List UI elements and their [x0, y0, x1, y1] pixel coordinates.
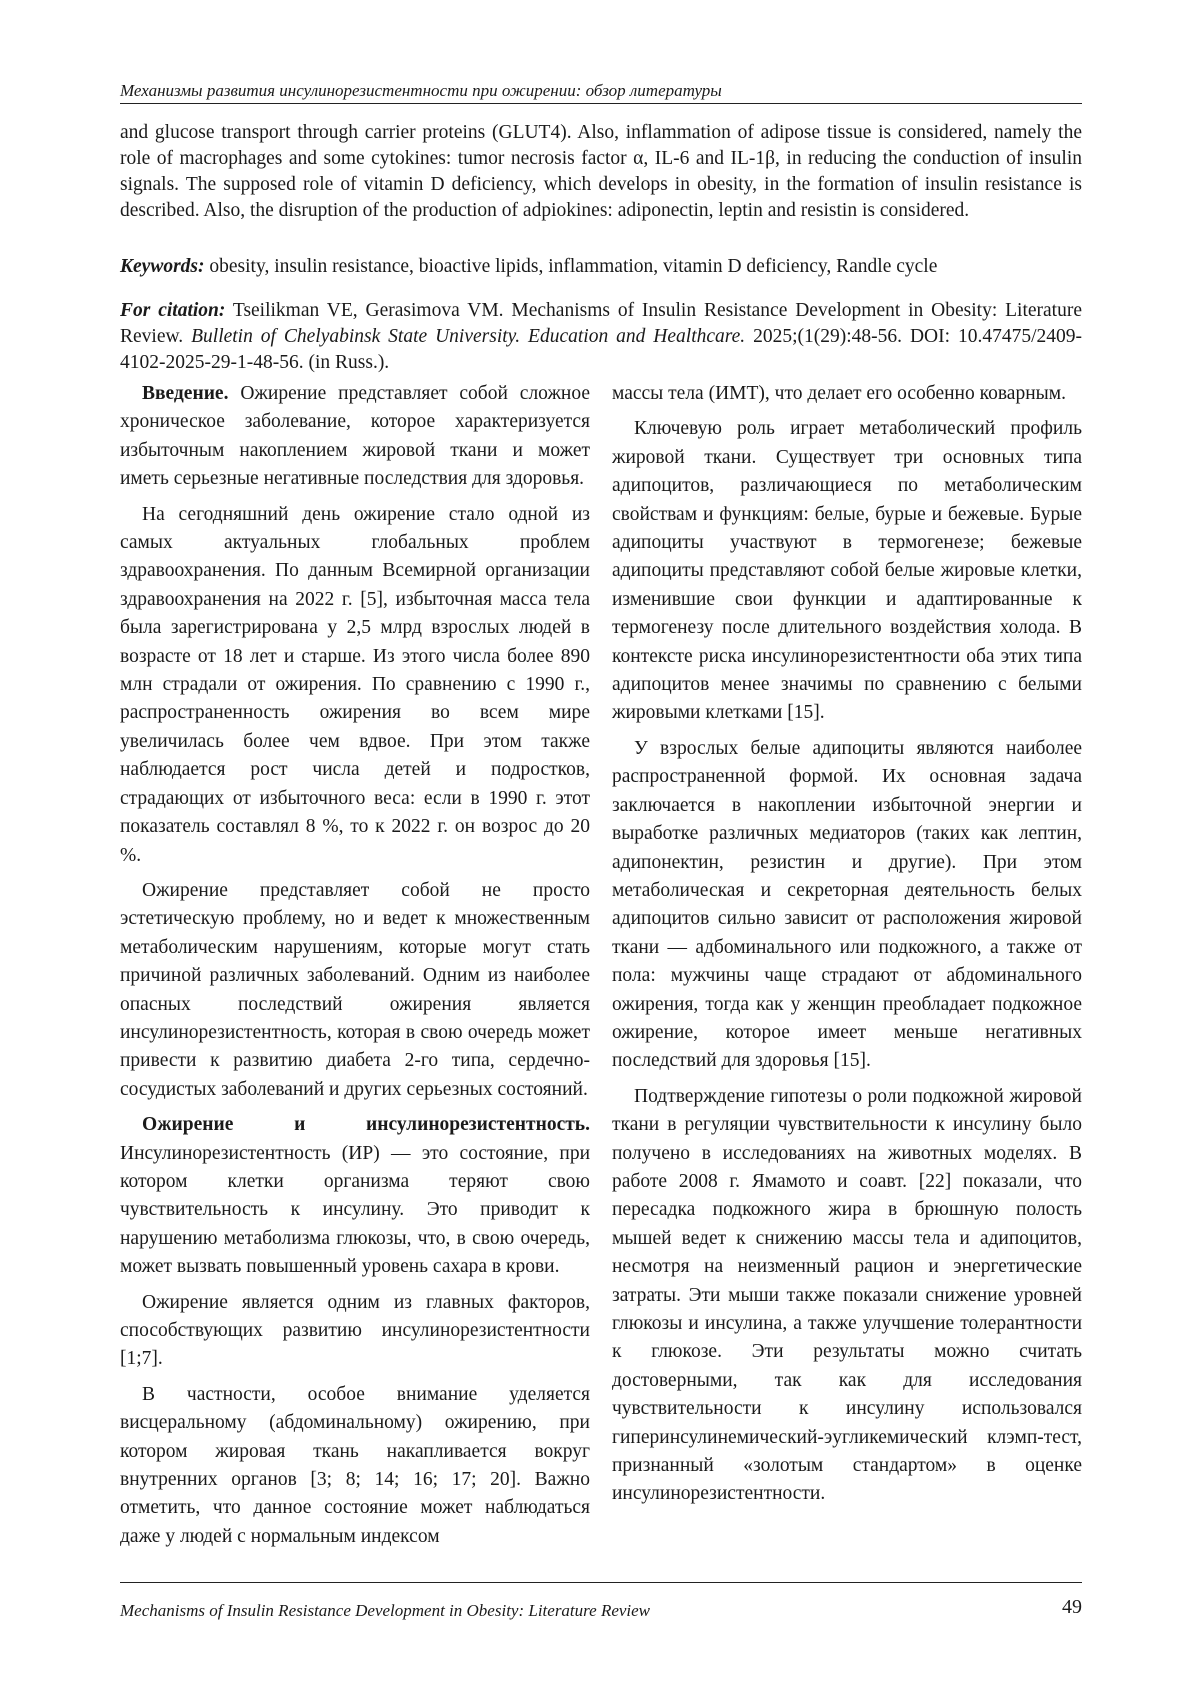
running-head: Механизмы развития инсулинорезистентности при ожирении: обзор литературы — [120, 81, 722, 100]
paragraph: Ключевую роль играет метаболический профиль жировой ткани. Существует три основных типа адипоцитов, различающиеся по метаболическим свойствам и функциям: белые, бурые и бежевые. Бурые адипоциты участвуют в термогенезе; бежевые адипоциты представляют собой белые жировые клетки, изменившие свои функции и адаптированные к термогенезу после длительного воздействия холода. В контексте риска инсулинорезистентности оба этих типа адипоцитов менее значимы по сравнению с белыми жировыми клетками [15]. — [612, 418, 1082, 724]
keywords-label: Keywords: — [120, 256, 205, 277]
paragraph — [120, 380, 590, 494]
paragraph: На сегодняшний день ожирение стало одной из самых актуальных глобальных проблем здравоохранения. По данным Всемирной организации здравоохранения на 2022 г. [5], избыточная масса тела была зарегистрирована у 2,5 млрд взрослых людей в возрасте от 18 лет и старше. Из этого числа более 890 млн страдали от ожирения. По сравнению с 1990 г., распространенность ожирения во всем мире увеличилась более чем вдвое. При этом также наблюдается рост числа детей и подростков, страдающих от избыточного веса: если в 1990 г. этот показатель составлял 8 %, то к 2022 г. он возрос до 20 %. — [120, 503, 590, 866]
citation-journal: Bulletin of Chelyabinsk State University. Education and Healthcare. — [191, 326, 746, 347]
paragraph: Ожирение представляет собой не просто эстетическую проблему, но и ведет к множественным метаболическим нарушениям, которые могут стать причиной различных заболеваний. Одним из наиболее опасных последствий ожирения является инсулинорезистентность, которая в свою очередь может привести к развитию диабета 2-го типа, сердечно-сосудистых заболеваний и других серьезных состояний. — [120, 879, 590, 1100]
header-rule — [120, 103, 1082, 104]
footer-title: Mechanisms of Insulin Resistance Development in Obesity: Literature Review — [120, 1601, 651, 1620]
paragraph: У взрослых белые адипоциты являются наиболее распространенной формой. Их основная задача заключается в накоплении избыточной энергии и выработке различных медиаторов (таких как лептин, адипонектин, резистин и другие). При этом метаболическая и секреторная деятельность белых адипоцитов сильно зависит от расположения жировой ткани — адбоминального или подкожного, а также от пола: мужчины чаще страдают от абдоминального ожирения, тогда как у женщин преобладает подкожное ожирение, которое имеет меньше негативных последствий для здоровья [15]. — [612, 737, 1082, 1072]
section-heading-introduction: Введение. — [142, 383, 229, 404]
paragraph: Ожирение является одним из главных факторов, способствующих развитию инсулинорезистентности [1;7]. — [120, 1291, 590, 1370]
paragraph: массы тела (ИМТ), что делает его особенно коварным. — [612, 383, 1066, 404]
footer-rule — [120, 1582, 1082, 1583]
paragraph: Подтверждение гипотезы о роли подкожной жировой ткани в регуляции чувствительности к инсулину было получено в исследованиях на животных моделях. В работе 2008 г. Ямамото и соавт. [22] показали, что пересадка подкожного жира в брюшную полость мышей ведет к снижению массы тела и адипоцитов, несмотря на неизменный рацион и энергетические затраты. Эти мыши также показали снижение уровней глюкозы и инсулина, а также улучшение толерантности к глюкозе. Эти результаты можно считать достоверными, так как для исследования чувствительности к инсулину использовался гиперинсулинемический-эугликемический клэмп-тест, признанный «золотым стандартом» в оценке инсулинорезистентности. — [612, 1085, 1082, 1505]
abstract-text: and glucose transport through carrier proteins (GLUT4). Also, inflammation of adipose tissue is considered, namely the role of macrophages and some cytokines: tumor necrosis factor α, IL-6 and IL-1β, in reducing the conduction of insulin signals. The supposed role of vitamin D deficiency, which develops in obesity, in the formation of insulin resistance is described. Also, the disruption of the production of adpiokines: adiponectin, leptin and resistin is considered. — [120, 122, 1082, 221]
citation — [120, 298, 1082, 376]
citation-details: 2025;(1(29):48-56. DOI: 10.47475/2409-4102-2025-29-1-48-56. (in Russ.). — [120, 326, 1082, 373]
keywords-text: obesity, insulin resistance, bioactive lipids, inflammation, vitamin D deficiency, Randle cycle — [204, 256, 938, 277]
right-column — [612, 380, 1082, 1516]
left-column — [120, 380, 590, 1558]
citation-authors-title: Tseilikman VE, Gerasimova VM. Mechanisms of Insulin Resistance Development in Obesity: Literature Review. — [120, 300, 1082, 347]
paragraph — [120, 1111, 590, 1281]
paragraph-text: Ожирение представляет собой сложное хроническое заболевание, которое характеризуется избыточным накоплением жировой ткани и может иметь серьезные негативные последствия для здоровья. — [120, 383, 590, 490]
keywords — [120, 254, 1082, 280]
paragraph: В частности, особое внимание уделяется висцеральному (абдоминальному) ожирению, при котором жировая ткань накапливается вокруг внутренних органов [3; 8; 14; 16; 17; 20]. Важно отметить, что данное состояние может наблюдаться даже у людей с нормальным индексом — [120, 1383, 590, 1547]
citation-label: For citation: — [120, 300, 226, 321]
paragraph-text: Инсулинорезистентность (ИР) — это состояние, при котором клетки организма теряют свою чувствительность к инсулину. Это приводит к нарушению метаболизма глюкозы, что, в свою очередь, может вызвать повышенный уровень сахара в крови. — [120, 1142, 590, 1278]
section-heading-obesity-ir: Ожирение и инсулинорезистентность. — [142, 1114, 590, 1136]
page-number: 49 — [1062, 1596, 1082, 1618]
